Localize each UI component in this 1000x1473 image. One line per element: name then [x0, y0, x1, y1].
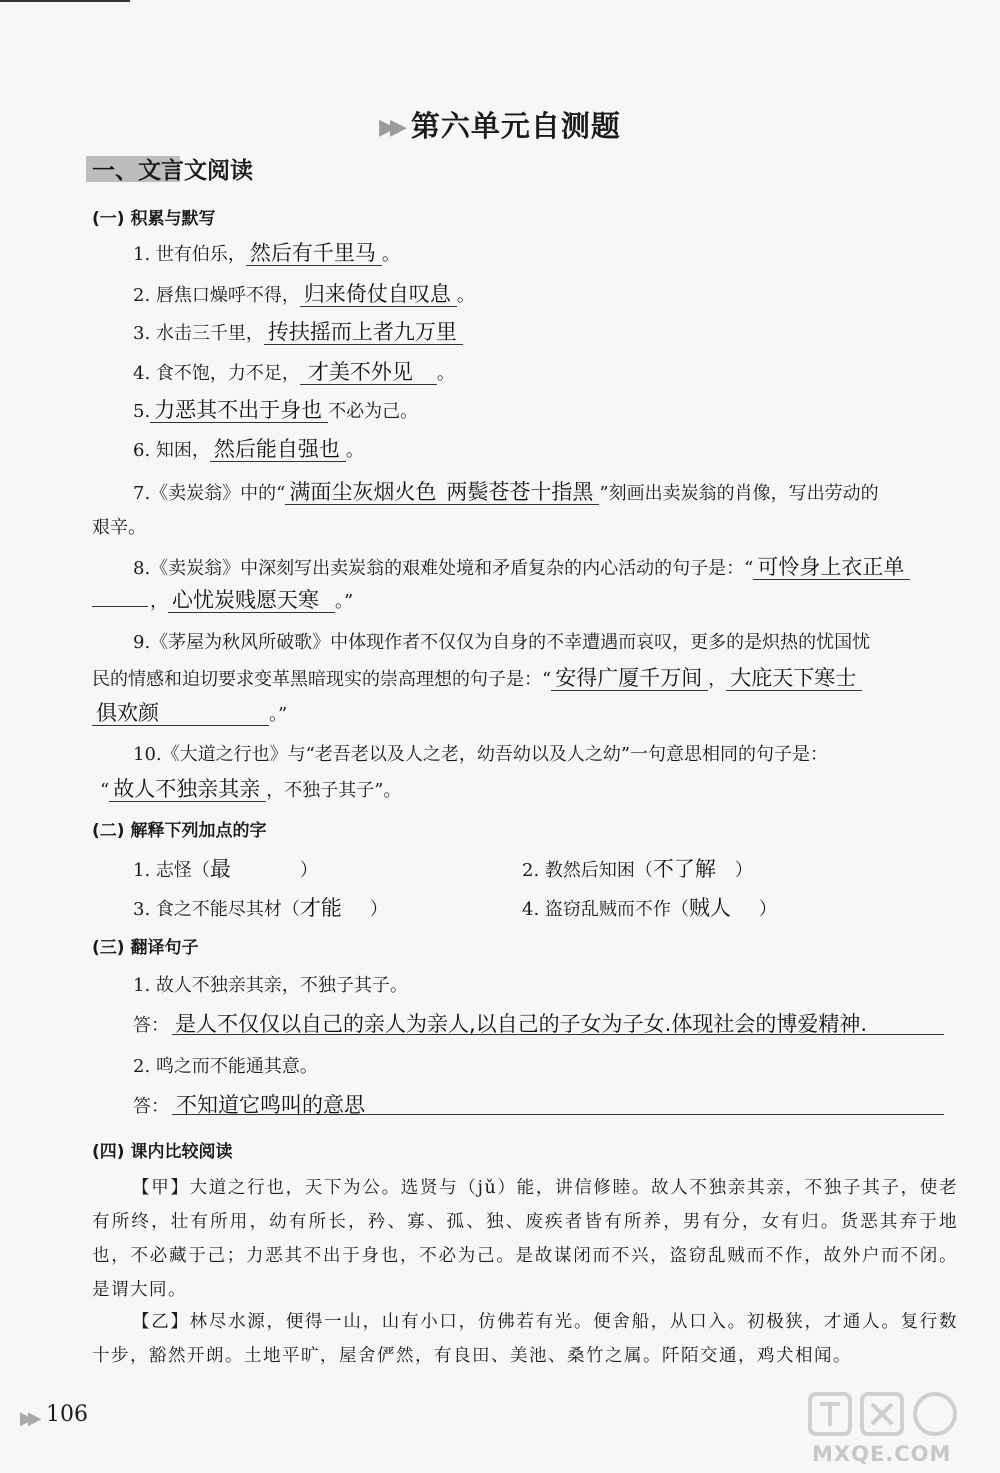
q3: 3. 水击三千里， 抟扶摇而上者九万里 [133, 316, 463, 346]
q8-answer-1: 可怜身上衣正单 [753, 555, 910, 580]
section-heading: 一、文言文阅读 [92, 158, 253, 184]
p2-q4-answer: 贼人 [688, 896, 731, 920]
passage-yi: 【乙】林尽水源，便得一山，山有小口，仿佛若有光。便舍船，从口入。初极狭，才通人。复行数十步，豁然开朗。土地平旷，屋舍俨然，有良田、美池、桑竹之属。阡陌交通，鸡犬相闻。 [92, 1312, 958, 1366]
p3-q1: 1. 故人不独亲其亲，不独子其子。 [133, 975, 408, 996]
p3-a1-label: 答： [133, 1015, 169, 1036]
p3-q2: 2. 鸣之而不能通其意。 [133, 1056, 318, 1077]
p2-q1: 1. 志怪（最 ） [133, 853, 318, 883]
top-rule [0, 0, 130, 2]
q1-answer: 然后有千里马 [246, 241, 382, 266]
q4: 4. 食不饱，力不足， 才美不外见 。 [133, 360, 455, 384]
q9-cont2: 俱欢颜 。” [92, 697, 287, 727]
q6: 6. 知困， 然后能自强也 。 [133, 437, 364, 461]
q10: 10.《大道之行也》与“老吾老以及人之老，幼吾幼以及人之幼”一句意思相同的句子是： [133, 744, 829, 765]
double-arrow-icon: ▶▶ [379, 115, 401, 140]
q9-answer-3: 俱欢颜 [92, 701, 269, 726]
q2: 2. 唇焦口燥呼不得， 归来倚仗自叹息 。 [133, 282, 475, 306]
q6-answer: 然后能自强也 [210, 437, 346, 462]
part2-heading: (二) 解释下列加点的字 [92, 821, 267, 841]
page-arrow-icon: ▶▶ [20, 1408, 36, 1429]
page-title: ▶▶ 第六单元自测题 [379, 109, 621, 143]
p2-q1-answer: 最 [209, 857, 231, 881]
p2-q3-answer: 才能 [299, 896, 342, 920]
q7: 7.《卖炭翁》中的“ 满面尘灰烟火色 两鬓苍苍十指黑 ”刻画出卖炭翁的肖像，写出劳动的 [133, 480, 879, 504]
q7-answer-2: 两鬓苍苍十指黑 [442, 480, 599, 505]
q10-answer: 故人不独亲其亲 [109, 777, 266, 802]
p3-a2-answer: 不知道它鸣叫的意思 [176, 1093, 365, 1117]
q10-cont: “ 故人不独亲其亲 ，不独子其子”。 [100, 777, 402, 801]
p2-q2: 2. 教然后知困（不了解 ） [522, 853, 753, 883]
part3-heading: (三) 翻译句子 [92, 938, 199, 958]
q1: 1. 世有伯乐， 然后有千里马 。 [133, 241, 400, 265]
q3-answer: 抟扶摇而上者九万里 [264, 320, 463, 345]
q2-answer: 归来倚仗自叹息 [300, 282, 457, 307]
p3-a2-label: 答： [133, 1096, 169, 1117]
watermark-text: MXQE.COM [812, 1442, 952, 1466]
q7-answer-1: 满面尘灰烟火色 [285, 480, 442, 505]
q9-answer-2: 大庇天下寒士 [726, 666, 862, 691]
page-number: 106 [46, 1402, 88, 1427]
p2-q2-answer: 不了解 [652, 857, 716, 881]
part4-heading: (四) 课内比较阅读 [92, 1142, 233, 1162]
part1-heading: (一) 积累与默写 [92, 209, 216, 229]
q8-cont: ， 心忧炭贱愿天寒 。” [150, 588, 354, 612]
q7-cont: 艰辛。 [92, 517, 146, 538]
q5-answer: 力恶其不出于身也 [150, 398, 328, 423]
q8-blank [92, 606, 148, 607]
q8: 8.《卖炭翁》中深刻写出卖炭翁的艰难处境和矛盾复杂的内心活动的句子是：“ 可怜身上衣正单 [133, 551, 910, 581]
q8-answer-2: 心忧炭贱愿天寒 [168, 588, 335, 613]
q5: 5. 力恶其不出于身也 不必为己。 [133, 398, 419, 422]
q4-answer: 才美不外见 [300, 360, 437, 385]
q9-answer-1: 安得广厦千万间 [551, 666, 708, 691]
passage-jia: 【甲】大道之行也，天下为公。选贤与（jǔ）能，讲信修睦。故人不独亲其亲，不独子其子，使老有所终，壮有所用，幼有所长，矜、寡、孤、独、废疾者皆有所养，男有分，女有归。货恶其弃于地也，不必藏于己；力恶其不出于身也，不必为己。是故谋闭而不兴，盗窃乱贼而不作，故外户而不闭。是谓大同。 [92, 1178, 958, 1300]
p2-q3: 3. 食之不能尽其材（才能 ） [133, 892, 388, 922]
p2-q4: 4. 盗窃乱贼而不作（贼人 ） [522, 892, 777, 922]
q9: 9.《茅屋为秋风所破歌》中体现作者不仅仅为自身的不幸遭遇而哀叹，更多的是炽热的忧国忧 [133, 632, 871, 653]
q9-cont: 民的情感和迫切要求变革黑暗现实的崇高理想的句子是：“ 安得广厦千万间 ， 大庇天下寒士 [92, 662, 862, 692]
p3-a1-answer: 是人不仅仅以自己的亲人为亲人,以自己的子女为子女.体现社会的博爱精神. [175, 1012, 868, 1036]
